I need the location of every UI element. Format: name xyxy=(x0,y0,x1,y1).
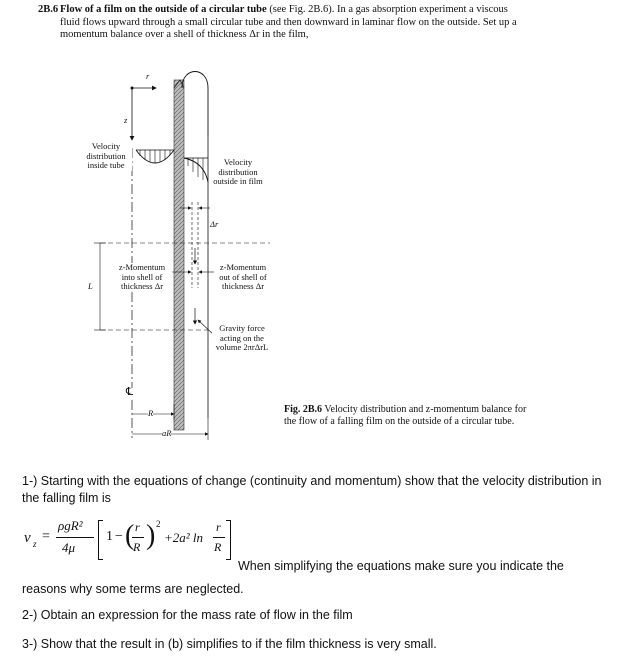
eq-equals: = xyxy=(42,529,50,544)
velocity-inside-label: Velocity distribution inside tube xyxy=(80,142,132,171)
eq-plus-term: +2a² ln xyxy=(164,530,204,545)
question-1-continued: When simplifying the equations make sure you indicate the xyxy=(238,559,564,573)
zmom-out-label: z-Momentum out of shell of thickness Δr xyxy=(214,263,272,292)
problem-body: (see Fig. 2B.6). In a gas absorption experiment a viscous fluid flows upward through a small circular tube and then downward in laminar flow on the outside. Set up a momentum balance over a shell of thickness Δr in the film, xyxy=(60,4,517,40)
zmom-in-label: z-Momentum into shell of thickness Δr xyxy=(112,263,172,292)
aR-label: aR xyxy=(162,428,172,438)
eq-frac1-num: r xyxy=(135,520,140,534)
eq-frac2-den: R xyxy=(214,540,222,554)
eq-open-paren: ( xyxy=(125,520,135,551)
flow-turn-curve xyxy=(182,72,208,137)
L-label: L xyxy=(88,281,93,291)
problem-statement xyxy=(38,4,530,42)
velocity-equation xyxy=(22,516,232,564)
tube-wall xyxy=(174,80,184,430)
eq-close-paren: ) xyxy=(146,520,156,551)
question-3: 3-) Show that the result in (b) simplifies to if the film thickness is very small. xyxy=(22,637,437,651)
problem-number: 2B.6 xyxy=(38,4,59,15)
question-1-intro: 1-) Starting with the equations of change (continuity and momentum) show that the velocity distribution in the falling film is xyxy=(22,474,602,505)
eq-lhs: v xyxy=(24,530,31,546)
z-axis-label: z xyxy=(124,115,128,125)
figure-2b6 xyxy=(70,58,370,458)
eq-minus: − xyxy=(115,529,123,544)
problem-title: Flow of a film on the outside of a circular tube xyxy=(60,4,267,15)
caption-text: Velocity distribution and z-momentum balance for the flow of a falling film on the outside of a circular tube. xyxy=(284,404,527,427)
eq-frac2-num: r xyxy=(216,520,221,534)
delta-r-label: Δr xyxy=(210,219,219,229)
eq-lhs-sub: z xyxy=(33,539,37,549)
eq-exponent: 2 xyxy=(156,519,161,529)
question-1-reasons: reasons why some terms are neglected. xyxy=(22,582,244,596)
gravity-label: Gravity force acting on the volume 2πrΔrL xyxy=(212,324,272,353)
r-axis-label: r xyxy=(146,71,150,81)
origin-dot xyxy=(131,87,134,90)
eq-frac1-den: R xyxy=(133,540,141,554)
eq-left-bracket xyxy=(98,520,103,560)
figure-caption xyxy=(284,404,534,427)
question-2: 2-) Obtain an expression for the mass rate of flow in the film xyxy=(22,608,353,622)
eq-frac2-bar xyxy=(213,537,225,538)
eq-numerator: ρgR² xyxy=(58,518,83,533)
figure-drawing xyxy=(70,58,370,458)
eq-frac1-bar xyxy=(132,537,144,538)
inside-profile-arrows xyxy=(140,150,170,163)
centerline-symbol: ℄ xyxy=(126,386,134,398)
film-profile-arrows xyxy=(188,158,203,180)
R-label: R xyxy=(148,408,154,418)
caption-label: Fig. 2B.6 xyxy=(284,404,323,415)
eq-fraction-bar xyxy=(56,537,94,538)
eq-right-bracket xyxy=(226,520,231,560)
film-profile-curve xyxy=(184,158,208,182)
velocity-outside-label: Velocity distribution outside in film xyxy=(213,157,263,186)
eq-one: 1 xyxy=(106,529,113,544)
eq-denominator: 4μ xyxy=(62,540,76,555)
